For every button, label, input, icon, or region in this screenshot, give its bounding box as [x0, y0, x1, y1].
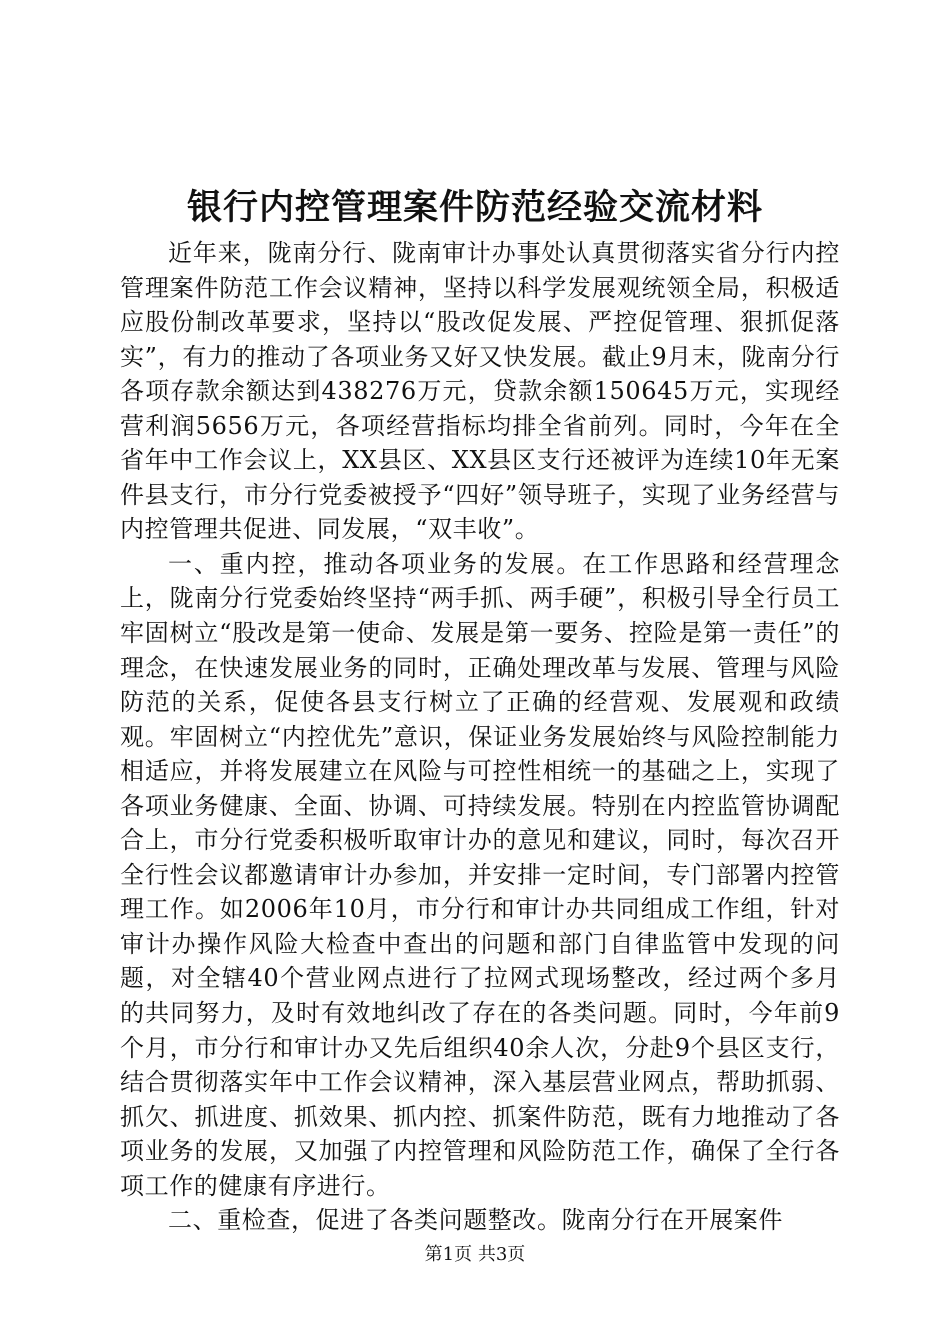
page-number-footer: 第1页 共3页: [424, 1244, 526, 1265]
paragraph-section-1: 一、重内控，推动各项业务的发展。在工作思路和经营理念上，陇南分行党委始终坚持“两手抓、两手硬”，积极引导全行员工牢固树立“股改是第一使命、发展是第一要务、控险是第一责任”的理念，在快速发展业务的同时，正确处理改革与发展、管理与风险防范的关系，促使各县支行树立了正确的经营观、发展观和政绩观。牢固树立“内控优先”意识，保证业务发展始终与风险控制能力相适应，并将发展建立在风险与可控性相统一的基础之上，实现了各项业务健康、全面、协调、可持续发展。特别在内控监管协调配合上，市分行党委积极听取审计办的意见和建议，同时，每次召开全行性会议都邀请审计办参加，并安排一定时间，专门部署内控管理工作。如2006年10月，市分行和审计办共同组成工作组，针对审计办操作风险大检查中查出的问题和部门自律监管中发现的问题，对全辖40个营业网点进行了拉网式现场整改，经过两个多月的共同努力，及时有效地纠改了存在的各类问题。同时，今年前9个月，市分行和审计办又先后组织40余人次，分赴9个县区支行，结合贯彻落实年中工作会议精神，深入基层营业网点，帮助抓弱、抓欠、抓进度、抓效果、抓内控、抓案件防范，既有力地推动了各项业务的发展，又加强了内控管理和风险防范工作，确保了全行各项工作的健康有序进行。: [120, 549, 840, 1200]
paragraph-section-2: 二、重检查，促进了各类问题整改。陇南分行在开展案件: [168, 1206, 783, 1235]
paragraph-intro: 近年来，陇南分行、陇南审计办事处认真贯彻落实省分行内控管理案件防范工作会议精神，坚持以科学发展观统领全局，积极适应股份制改革要求，坚持以“股改促发展、严控促管理、狠抓促落实”，有力的推动了各项业务又好又快发展。截止9月末，陇南分行各项存款余额达到438276万元，贷款余额150645万元，实现经营利润5656万元，各项经营指标均排全省前列。同时，今年在全省年中工作会议上，XX县区、XX县区支行还被评为连续10年无案件县支行，市分行党委被授予“四好”领导班子，实现了业务经营与内控管理共促进、同发展，“双丰收”。: [120, 239, 840, 544]
document-title: 银行内控管理案件防范经验交流材料: [186, 187, 763, 228]
document-body: [120, 236, 840, 1238]
